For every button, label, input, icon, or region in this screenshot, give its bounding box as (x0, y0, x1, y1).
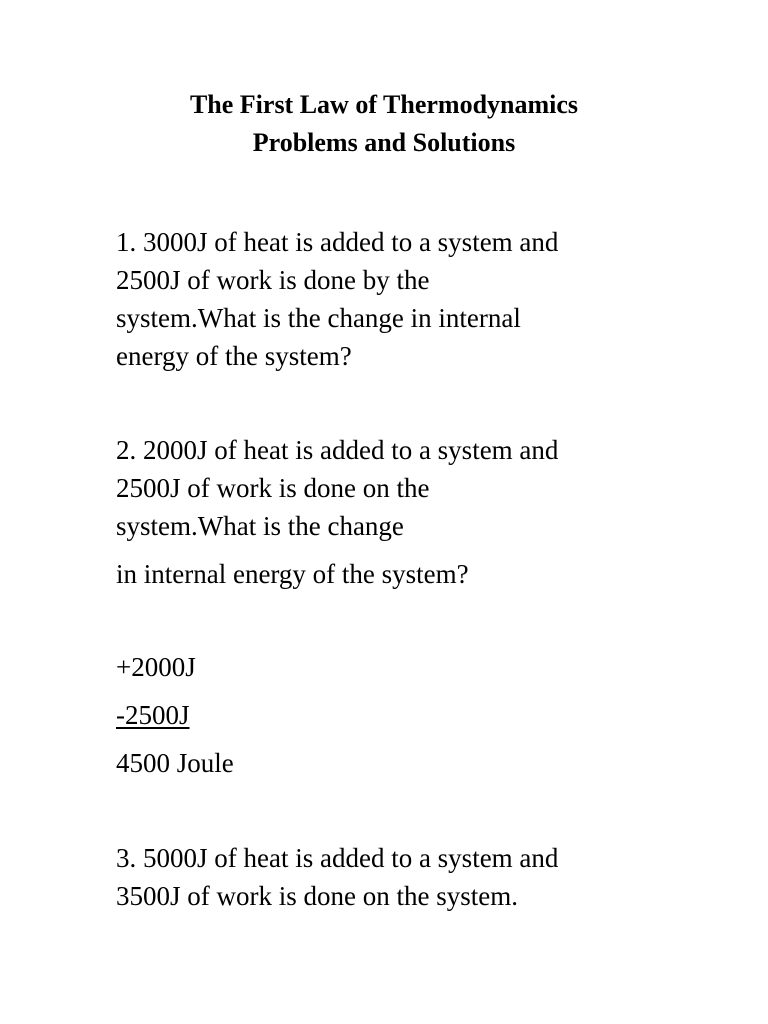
document-title-line-2: Problems and Solutions (252, 128, 516, 157)
problem-1-line-2: 2500J of work is done by the (116, 265, 430, 295)
problem-3-line-1: 3. 5000J of heat is added to a system and (116, 843, 559, 873)
problem-2-line-1: 2. 2000J of heat is added to a system and (116, 435, 559, 465)
solution-2-work: -2500J (116, 700, 190, 730)
problem-2-line-3: system.What is the change (116, 511, 404, 541)
problem-3-line-2: 3500J of work is done on the system. (116, 881, 518, 911)
problem-2-line-2: 2500J of work is done on the (116, 473, 430, 503)
solution-2-heat: +2000J (116, 652, 196, 682)
problem-2-line-4: in internal energy of the system? (116, 559, 469, 589)
problem-1-line-4: energy of the system? (116, 341, 352, 371)
solution-2-result: 4500 Joule (116, 748, 234, 778)
document-title-line-1: The First Law of Thermodynamics (189, 90, 579, 119)
problem-1-line-1: 1. 3000J of heat is added to a system and (116, 227, 559, 257)
problem-1-line-3: system.What is the change in internal (116, 303, 521, 333)
